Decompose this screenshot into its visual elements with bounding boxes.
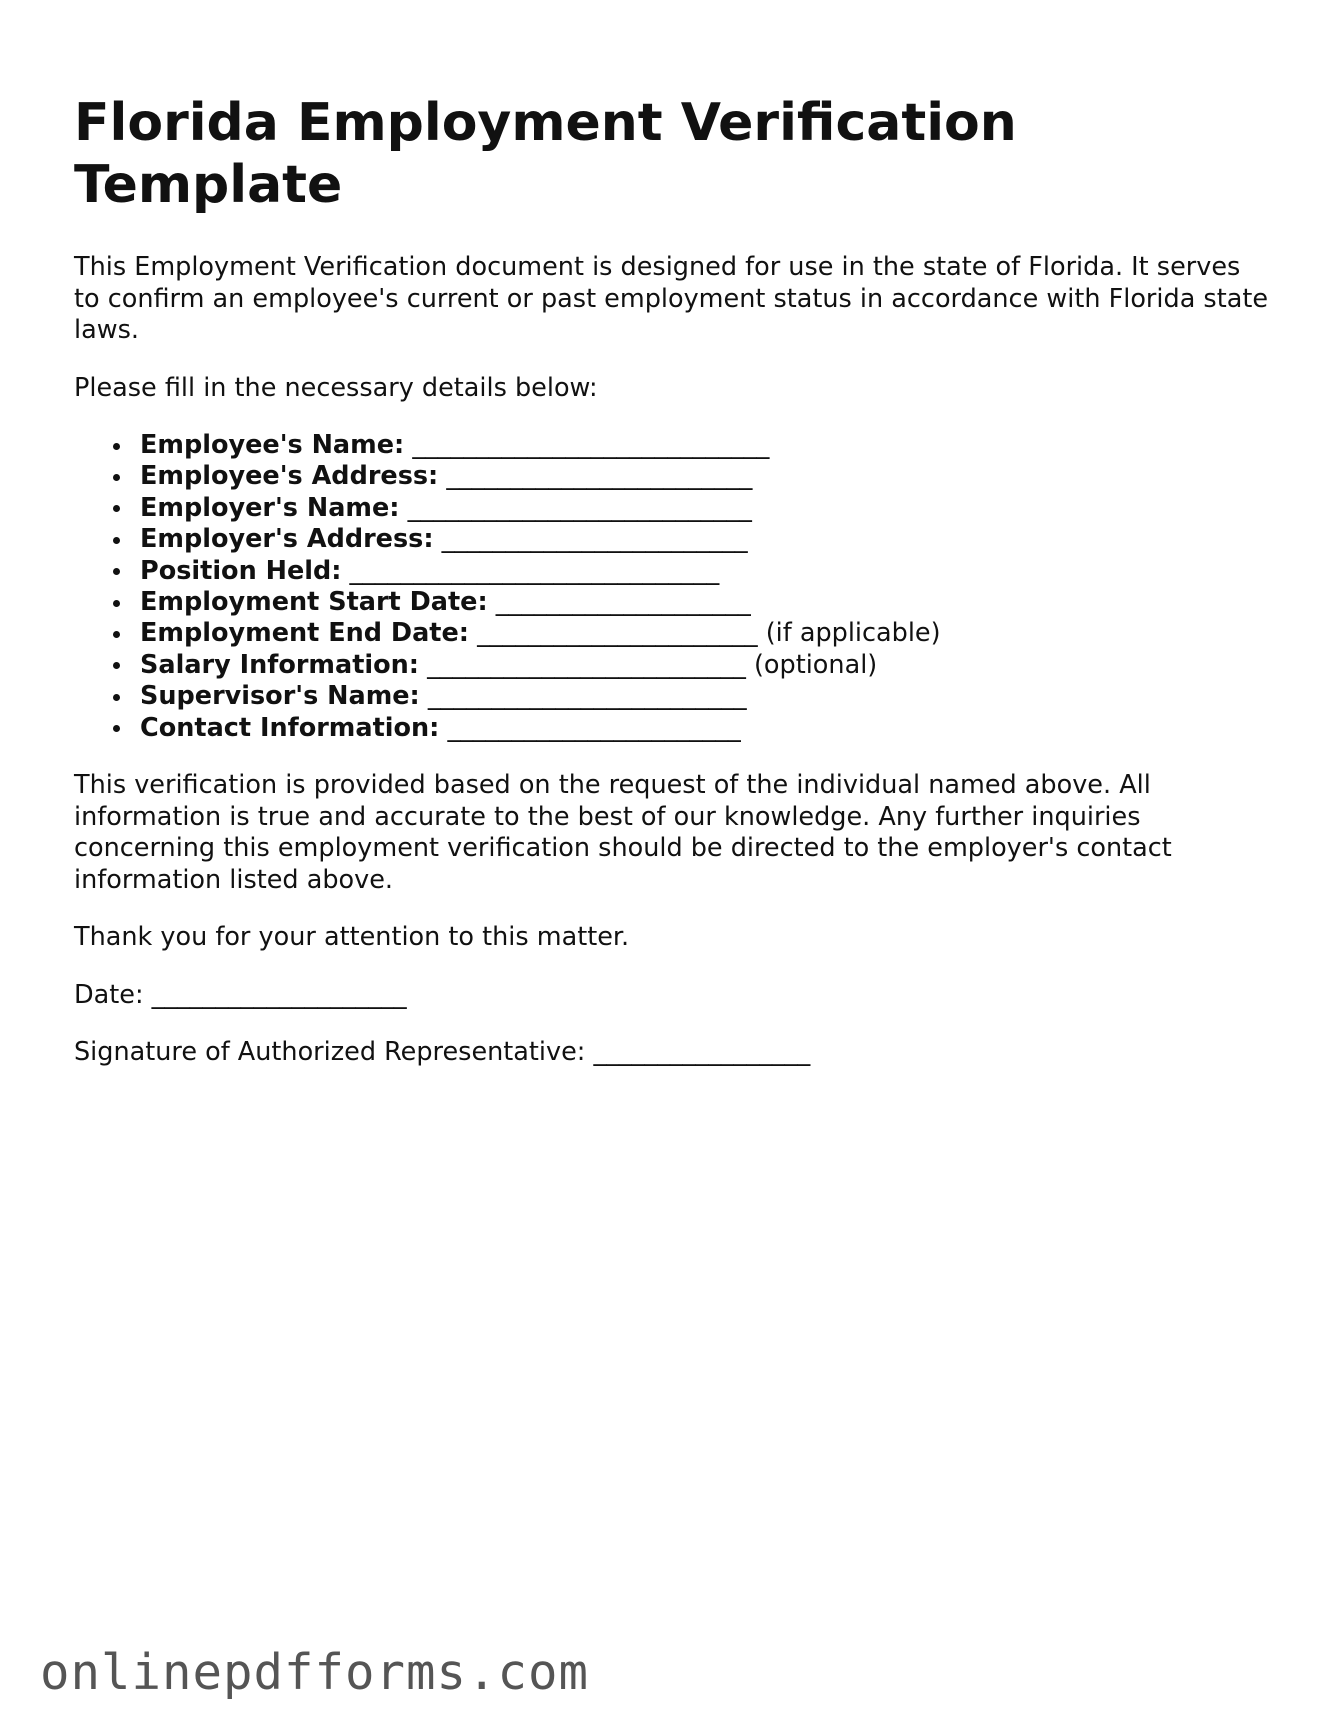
field-supervisor-name [140,681,1274,712]
field-position-held [140,556,1274,587]
field-employer-name [140,493,1274,524]
fill-in-blank[interactable]: ________________________ [446,461,753,492]
document-title: Florida Employment Verification Template [74,93,1017,215]
document-page [74,92,1274,1095]
field-list [74,430,1274,744]
fill-in-blank[interactable]: ________________________ [441,524,748,555]
fill-in-blank[interactable]: _______________________ [447,712,741,743]
field-label: Employee's Address: [140,461,439,492]
fill-in-blank[interactable]: ___________________________ [407,492,752,523]
field-employee-name [140,430,1274,461]
field-note: (optional) [753,649,878,680]
instruction-text: Please fill in the necessary details below: [74,372,598,403]
field-label: Salary Information: [140,649,420,680]
site-watermark: onlinepdfforms.com [40,1644,590,1701]
thanks-text: Thank you for your attention to this matter. [74,922,630,953]
fill-in-blank[interactable]: ____________________ [495,587,751,618]
field-label: Employer's Name: [140,492,400,523]
intro-paragraph: This Employment Verification document is designed for use in the state of Florida. It serves to confirm an employee's current or past employment status in accordance with Florida state laws. [74,252,1269,345]
field-label: Employment End Date: [140,618,469,649]
fill-in-blank[interactable]: ____________________________ [412,430,770,460]
fill-in-blank[interactable]: _____________________________ [349,555,720,586]
field-end-date [140,618,1274,649]
field-salary [140,650,1274,681]
field-label: Employee's Name: [140,430,405,460]
fill-in-blank[interactable]: _________________________ [427,649,746,680]
closing-paragraph: This verification is provided based on the request of the individual named above. All information is true and accurate to the best of our knowledge. Any further inquiries concerning this employment verification should be directed to the employer's contact information listed above. [74,770,1172,895]
field-start-date [140,587,1274,618]
field-contact-information [140,713,1274,744]
field-note: (if applicable) [765,618,941,649]
field-label: Supervisor's Name: [140,681,420,712]
fill-in-blank[interactable]: _________________________ [427,681,747,712]
signature-line[interactable]: Signature of Authorized Representative: _________________ [74,1037,811,1068]
field-label: Contact Information: [140,712,440,743]
field-employer-address [140,524,1274,555]
field-label: Position Held: [140,555,342,586]
date-line[interactable]: Date: ____________________ [74,979,407,1010]
field-label: Employer's Address: [140,524,434,555]
field-employee-address [140,461,1274,492]
field-label: Employment Start Date: [140,587,488,618]
fill-in-blank[interactable]: ______________________ [477,618,758,649]
